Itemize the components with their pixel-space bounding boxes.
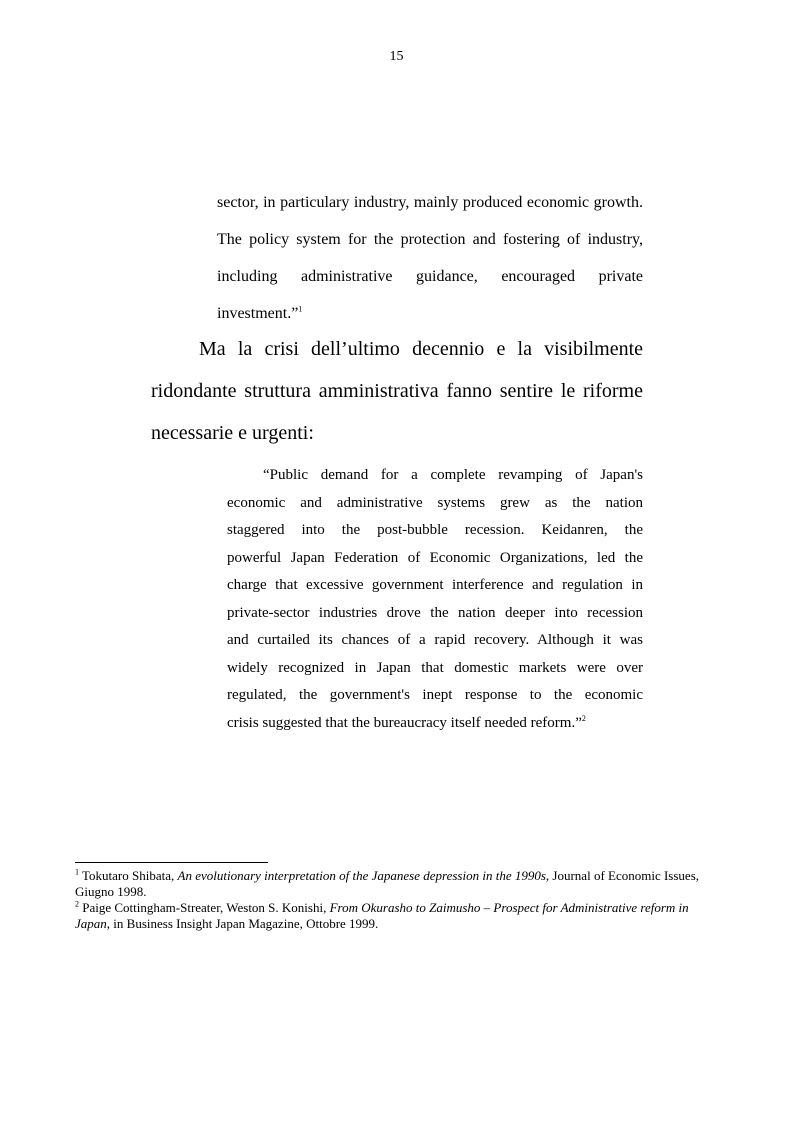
footnote-ref-1[interactable]: 1 <box>298 304 303 314</box>
block-quote-end-text: crisis suggested that the bureaucracy itself needed reform.” <box>227 714 582 731</box>
quote-line: The policy system for the protection and fostering of industry, <box>217 231 643 248</box>
footnote-number: 2 <box>75 899 79 909</box>
footnote-1 <box>75 868 717 900</box>
footnotes <box>75 868 717 932</box>
footnote-author: Tokutaro Shibata, <box>82 868 178 883</box>
quote-line: including administrative guidance, encouraged private <box>217 268 643 285</box>
footnote-separator <box>75 862 268 863</box>
footnote-author: Paige Cottingham-Streater, Weston S. Konishi, <box>82 900 330 915</box>
block-quote-line: powerful Japan Federation of Economic Organizations, led the <box>227 549 643 566</box>
block-quote-line: private-sector industries drove the nation deeper into recession <box>227 604 643 621</box>
paragraph-line-last: necessarie e urgenti: <box>151 422 314 444</box>
block-quote-line: widely recognized in Japan that domestic markets were over <box>227 659 643 676</box>
footnote-2 <box>75 900 717 932</box>
page-number: 15 <box>389 49 404 64</box>
footnote-source: , Journal of Economic Issues, Giugno 1998. <box>75 868 700 899</box>
footnote-title: From Okurasho to Zaimusho – Prospect for Administrative reform in Japan <box>75 900 689 931</box>
block-quote <box>227 462 643 737</box>
paragraph-line: ridondante struttura amministrativa fanno sentire le riforme <box>151 380 643 402</box>
block-quote-line: staggered into the post-bubble recession. Keidanren, the <box>227 522 643 538</box>
footnote-number: 1 <box>75 867 79 877</box>
body-paragraph <box>151 328 643 454</box>
block-quote-line: regulated, the government's inept response to the economic <box>227 687 643 703</box>
footnote-source: , in Business Insight Japan Magazine, Ottobre 1999. <box>106 916 379 931</box>
block-quote-line: charge that excessive government interference and regulation in <box>227 577 643 593</box>
block-quote-line: “Public demand for a complete revamping of Japan's <box>263 467 643 483</box>
block-quote-line: and curtailed its chances of a rapid recovery. Although it was <box>227 632 643 648</box>
footnote-title: An evolutionary interpretation of the Japanese depression in the 1990s <box>177 868 546 883</box>
quote-line-last <box>217 295 643 332</box>
quote-line: sector, in particulary industry, mainly produced economic growth. <box>217 194 643 211</box>
block-quote-line-last <box>227 710 643 738</box>
footnote-ref-2[interactable]: 2 <box>581 713 586 723</box>
quote-continuation <box>217 184 643 332</box>
block-quote-line: economic and administrative systems grew as the nation <box>227 494 643 511</box>
quote-end-text: investment.” <box>217 305 299 322</box>
paragraph-line: Ma la crisi dell’ultimo decennio e la visibilmente <box>199 338 643 360</box>
